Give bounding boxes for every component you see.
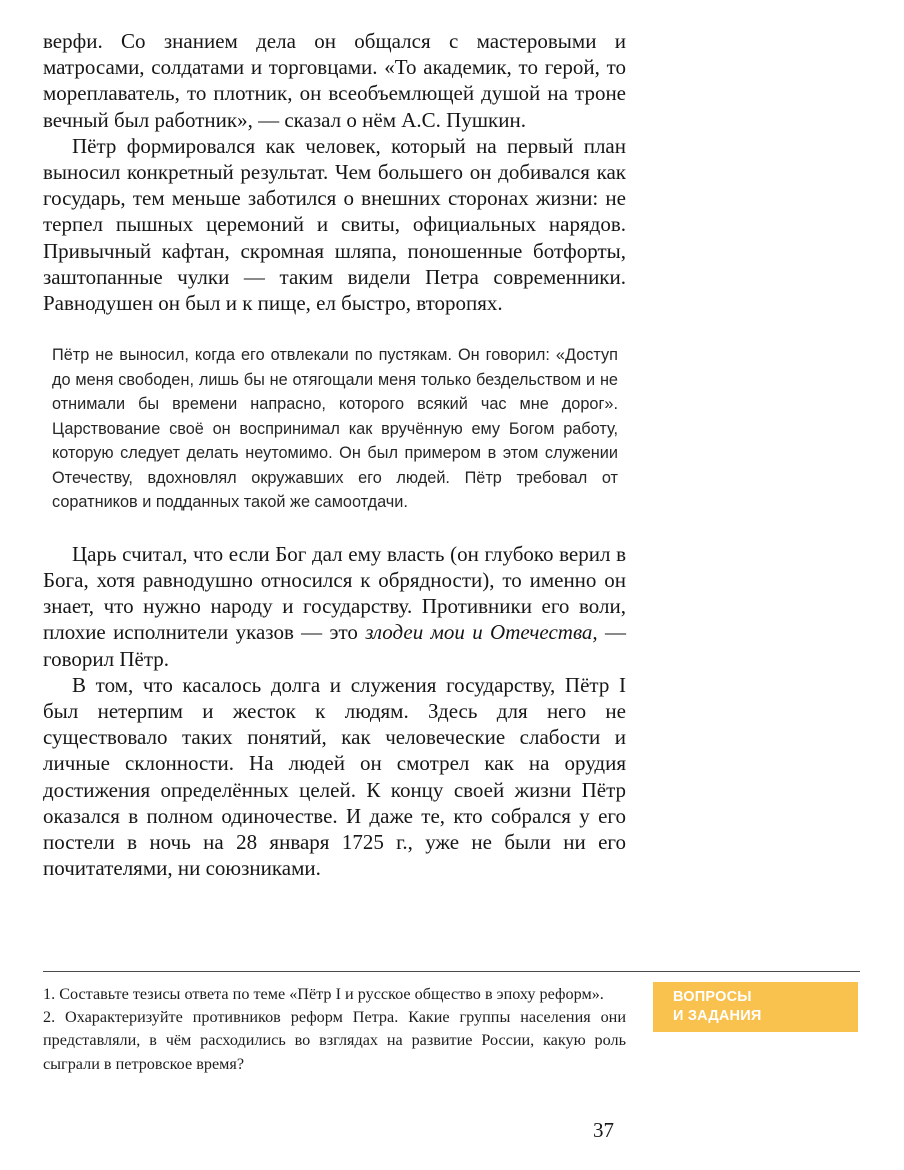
questions-list xyxy=(43,983,626,1076)
question-2: 2. Охарактеризуйте противников реформ Петра. Какие группы населения они представляли, в чём расходились во взглядах на развитие России, какую роль сыграли в петровское время? xyxy=(43,1008,626,1073)
main-text xyxy=(43,28,626,881)
questions-badge xyxy=(653,982,858,1032)
paragraph-3-text-b: — говорил Пётр. xyxy=(43,620,626,671)
quote-block: Пётр не выносил, когда его отвлекали по пустякам. Он говорил: «Доступ до меня свободен, лишь бы не отягощали меня только бездельством и не отнимали бы времени напрасно, которого всякий час мне дорог». Царствование своё он воспринимал как вручённую ему Богом работу, которую следует делать неутомимо. Он был примером в этом служении Отечеству, вдохновлял окружавших его людей. Пётр требовал от соратников и подданных такой же самоотдачи. xyxy=(52,346,618,512)
paragraph-3-quote: злодеи мои и Отечества, xyxy=(365,620,598,645)
section-divider xyxy=(43,971,860,972)
question-1: 1. Составьте тезисы ответа по теме «Пётр I и русское общество в эпоху реформ». xyxy=(43,985,604,1003)
paragraph-4: В том, что касалось долга и служения государству, Пётр I был нетерпим и жесток к людям. Здесь для него не существовало таких понятий, как человеческие слабости и личные склонности. На людей он смотрел как на орудия достижения определённых целей. К концу своей жизни Пётр оказался в полном одиночестве. И даже те, кто собрался у его постели в ночь на 28 января 1725 г., уже не были ни его почитателями, ни союзниками. xyxy=(43,672,626,881)
paragraph-3 xyxy=(43,541,626,672)
badge-line-2: И ЗАДАНИЯ xyxy=(673,1008,762,1024)
badge-line-1: ВОПРОСЫ xyxy=(673,989,752,1005)
page-number: 37 xyxy=(593,1118,614,1142)
paragraph-3-text-a: Царь считал, что если Бог дал ему власть (он глубоко верил в Бога, хотя равнодушно относился к обрядности), то именно он знает, что нужно народу и государству. Противники его воли, плохие исполнители указов — это xyxy=(43,541,626,645)
paragraph-1: верфи. Со знанием дела он общался с мастеровыми и матросами, солдатами и торговцами. «То академик, то герой, то мореплаватель, то плотник, он всеобъемлющей душой на троне вечный был работник», — сказал о нём А.С. Пушкин. xyxy=(43,29,626,132)
paragraph-2: Пётр формировался как человек, который на первый план выносил конкретный результат. Чем большего он добивался как государь, тем меньше заботился о внешних сторонах жизни: не терпел пышных церемоний и свиты, официальных нарядов. Привычный кафтан, скромная шляпа, поношенные ботфорты, заштопанные чулки — таким видели Петра современники. Равнодушен он был и к пище, ел быстро, второпях. xyxy=(43,133,626,316)
